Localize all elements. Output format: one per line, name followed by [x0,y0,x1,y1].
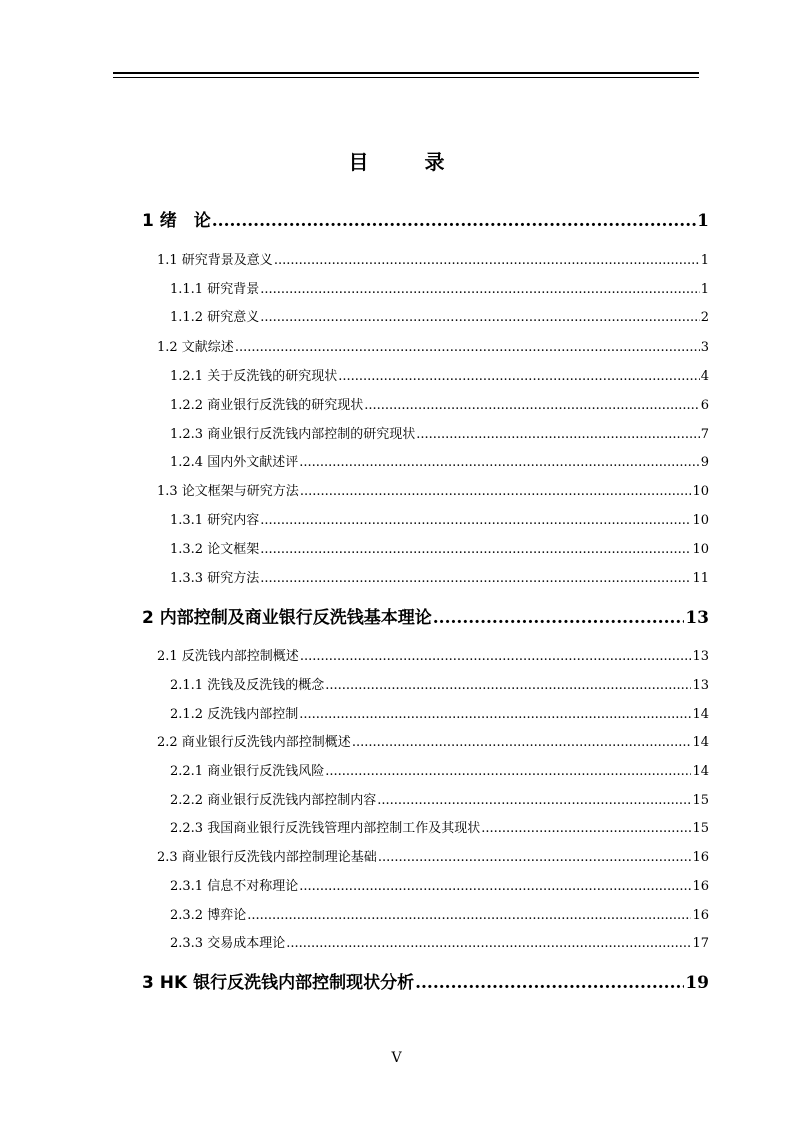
toc-entry[interactable] [170,674,709,693]
toc-entry[interactable] [170,567,709,586]
dot-leader [212,211,696,231]
toc-entry-label: 1.1.1 研究背景 [170,282,260,297]
dot-leader [274,253,700,268]
toc-entry-label: 1.3.1 研究内容 [170,513,260,528]
toc-entry-label: 1.3 论文框架与研究方法 [157,484,299,499]
dot-leader [260,571,691,586]
toc-entry-label: 1 绪 论 [142,211,211,231]
toc-entry-label: 2.2.2 商业银行反洗钱内部控制内容 [170,793,377,808]
dot-leader [300,484,692,499]
dot-leader [260,282,700,297]
toc-entry-page: 13 [685,608,709,628]
toc-entry-page: 4 [700,369,709,384]
dot-leader [299,455,700,470]
toc-entry-label: 2.3.2 博弈论 [170,908,247,923]
toc-entry-label: 1.1 研究背景及意义 [157,253,273,268]
toc-entry-label: 1.1.2 研究意义 [170,310,260,325]
toc-entry-page: 16 [692,908,709,923]
toc-entry-label: 2 内部控制及商业银行反洗钱基本理论 [142,608,432,628]
toc-entry-label: 2.1 反洗钱内部控制概述 [157,649,299,664]
toc-entry[interactable] [170,904,709,923]
toc-entry[interactable] [170,760,709,779]
toc-entry[interactable] [170,451,709,470]
dot-leader [364,398,700,413]
toc-entry-page: 15 [692,821,709,836]
toc-entry-label: 1.3.3 研究方法 [170,571,260,586]
toc-entry[interactable] [142,968,709,993]
toc-entry-page: 11 [692,571,709,586]
toc-entry-page: 14 [692,764,709,779]
toc-entry-page: 15 [692,793,709,808]
toc-entry[interactable] [157,731,709,750]
toc-entry[interactable] [170,538,709,557]
toc-entry[interactable] [170,509,709,528]
toc-entry[interactable] [157,336,709,355]
toc-entry-page: 10 [692,542,709,557]
toc-entry-page: 10 [692,513,709,528]
toc-entry[interactable] [157,480,709,499]
toc-entry[interactable] [170,394,709,413]
toc-entry-label: 1.2.3 商业银行反洗钱内部控制的研究现状 [170,427,416,442]
dot-leader [325,764,691,779]
toc-entry[interactable] [157,249,709,268]
toc-entry-page: 1 [697,211,709,231]
dot-leader [481,821,691,836]
dot-leader [352,735,692,750]
toc-entry[interactable] [170,278,709,297]
toc-entry-label: 2.1.1 洗钱及反洗钱的概念 [170,678,325,693]
toc-entry-page: 10 [692,484,709,499]
toc-entry-label: 2.2 商业银行反洗钱内部控制概述 [157,735,351,750]
toc-entry-label: 1.2 文献综述 [157,340,234,355]
toc-entry-page: 13 [692,678,709,693]
toc-entry[interactable] [170,789,709,808]
toc-entry-label: 1.2.1 关于反洗钱的研究现状 [170,369,338,384]
toc-entry-page: 1 [700,253,709,268]
toc-entry-page: 19 [685,973,709,993]
toc-entry[interactable] [170,365,709,384]
toc-entry[interactable] [170,306,709,325]
toc-entry-label: 1.2.4 国内外文献述评 [170,455,299,470]
toc-entry-page: 7 [700,427,709,442]
dot-leader [235,340,700,355]
toc-entry-page: 17 [692,936,709,951]
page-title: 目 录 [348,150,463,174]
toc-entry-page: 16 [692,879,709,894]
toc-entry[interactable] [170,423,709,442]
toc-entry[interactable] [142,603,709,628]
toc-entry-page: 2 [700,310,709,325]
toc-entry-page: 14 [692,707,709,722]
dot-leader [415,973,684,993]
toc-entry[interactable] [157,846,709,865]
toc-entry[interactable] [170,875,709,894]
dot-leader [377,793,691,808]
toc-entry-page: 16 [692,850,709,865]
toc-entry-label: 3 HK 银行反洗钱内部控制现状分析 [142,973,415,993]
dot-leader [286,936,691,951]
dot-leader [433,608,685,628]
toc-entry[interactable] [170,703,709,722]
toc-entry-label: 2.1.2 反洗钱内部控制 [170,707,299,722]
dot-leader [378,850,692,865]
toc-entry-label: 2.3.3 交易成本理论 [170,936,286,951]
toc-entry[interactable] [157,645,709,664]
page-number: V [391,1050,402,1066]
dot-leader [325,678,691,693]
toc-entry-page: 13 [692,649,709,664]
toc-entry-label: 2.3.1 信息不对称理论 [170,879,299,894]
dot-leader [260,513,691,528]
toc-entry-label: 1.3.2 论文框架 [170,542,260,557]
toc-entry-label: 2.2.1 商业银行反洗钱风险 [170,764,325,779]
toc-entry-page: 14 [692,735,709,750]
toc-entry-label: 2.2.3 我国商业银行反洗钱管理内部控制工作及其现状 [170,821,481,836]
dot-leader [338,369,700,384]
dot-leader [247,908,691,923]
toc-entry-page: 1 [700,282,709,297]
dot-leader [416,427,700,442]
dot-leader [299,707,691,722]
toc-entry-page: 6 [700,398,709,413]
toc-entry-page: 9 [700,455,709,470]
dot-leader [260,310,700,325]
toc-entry-label: 1.2.2 商业银行反洗钱的研究现状 [170,398,364,413]
toc-entry[interactable] [142,206,709,231]
dot-leader [260,542,691,557]
toc-entry[interactable] [170,817,709,836]
dot-leader [299,879,691,894]
toc-entry-label: 2.3 商业银行反洗钱内部控制理论基础 [157,850,377,865]
dot-leader [300,649,692,664]
toc-entry-page: 3 [700,340,709,355]
toc-entry[interactable] [170,932,709,951]
